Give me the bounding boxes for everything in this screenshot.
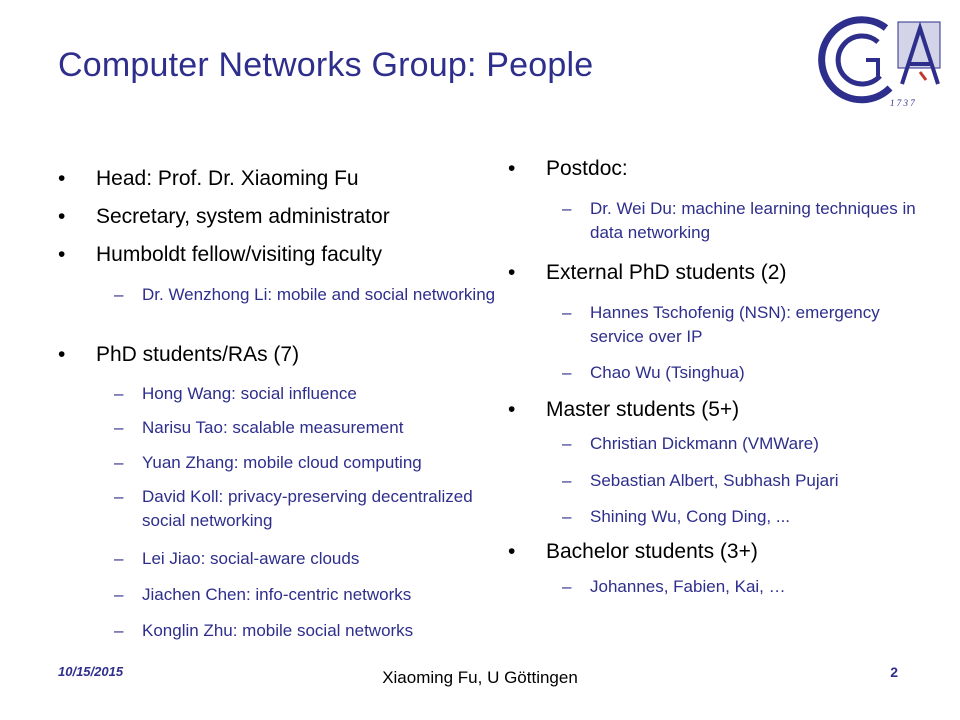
list-item-postdoc: • Postdoc: <box>508 157 628 180</box>
sub-item-phd: – Hong Wang: social influence <box>114 384 357 403</box>
seal-year: 1 7 3 7 <box>890 98 915 108</box>
footer-author: Xiaoming Fu, U Göttingen <box>382 668 578 687</box>
list-item-phd: • PhD students/RAs (7) <box>58 343 300 366</box>
footer-date: 10/15/2015 <box>58 664 124 679</box>
slide-title: Computer Networks Group: People <box>58 46 594 84</box>
sub-item-master: – Christian Dickmann (VMWare) <box>562 434 819 453</box>
list-item-humboldt: • Humboldt fellow/visiting faculty <box>58 243 382 266</box>
sub-item-phd: – Konglin Zhu: mobile social networks <box>114 621 414 640</box>
sub-item-phd: – Narisu Tao: scalable measurement <box>114 418 404 437</box>
sub-item-bachelor: – Johannes, Fabien, Kai, … <box>562 577 786 596</box>
sub-item-phd: – Yuan Zhang: mobile cloud computing <box>114 453 422 472</box>
sub-item-master: – Shining Wu, Cong Ding, ... <box>562 507 791 526</box>
university-seal-icon <box>816 14 948 110</box>
list-item-secretary: • Secretary, system administrator <box>58 205 390 228</box>
list-item-external: • External PhD students (2) <box>508 261 787 284</box>
list-item-head: • Head: Prof. Dr. Xiaoming Fu <box>58 167 359 190</box>
sub-item-phd: – Lei Jiao: social-aware clouds <box>114 549 360 568</box>
list-item-bachelor: • Bachelor students (3+) <box>508 540 758 563</box>
sub-item-master: – Sebastian Albert, Subhash Pujari <box>562 471 839 490</box>
sub-item-postdoc: – Dr. Wei Du: machine learning techniques in data networking <box>562 199 916 242</box>
sub-item-humboldt: – Dr. Wenzhong Li: mobile and social networking <box>114 285 496 304</box>
sub-item-external: – Chao Wu (Tsinghua) <box>562 363 745 382</box>
page-number: 2 <box>890 664 898 680</box>
list-item-master: • Master students (5+) <box>508 398 740 421</box>
sub-item-external: – Hannes Tschofenig (NSN): emergency service over IP <box>562 303 880 346</box>
sub-item-phd: – Jiachen Chen: info-centric networks <box>114 585 412 604</box>
sub-item-phd: – David Koll: privacy-preserving decentralized social networking <box>114 487 473 530</box>
